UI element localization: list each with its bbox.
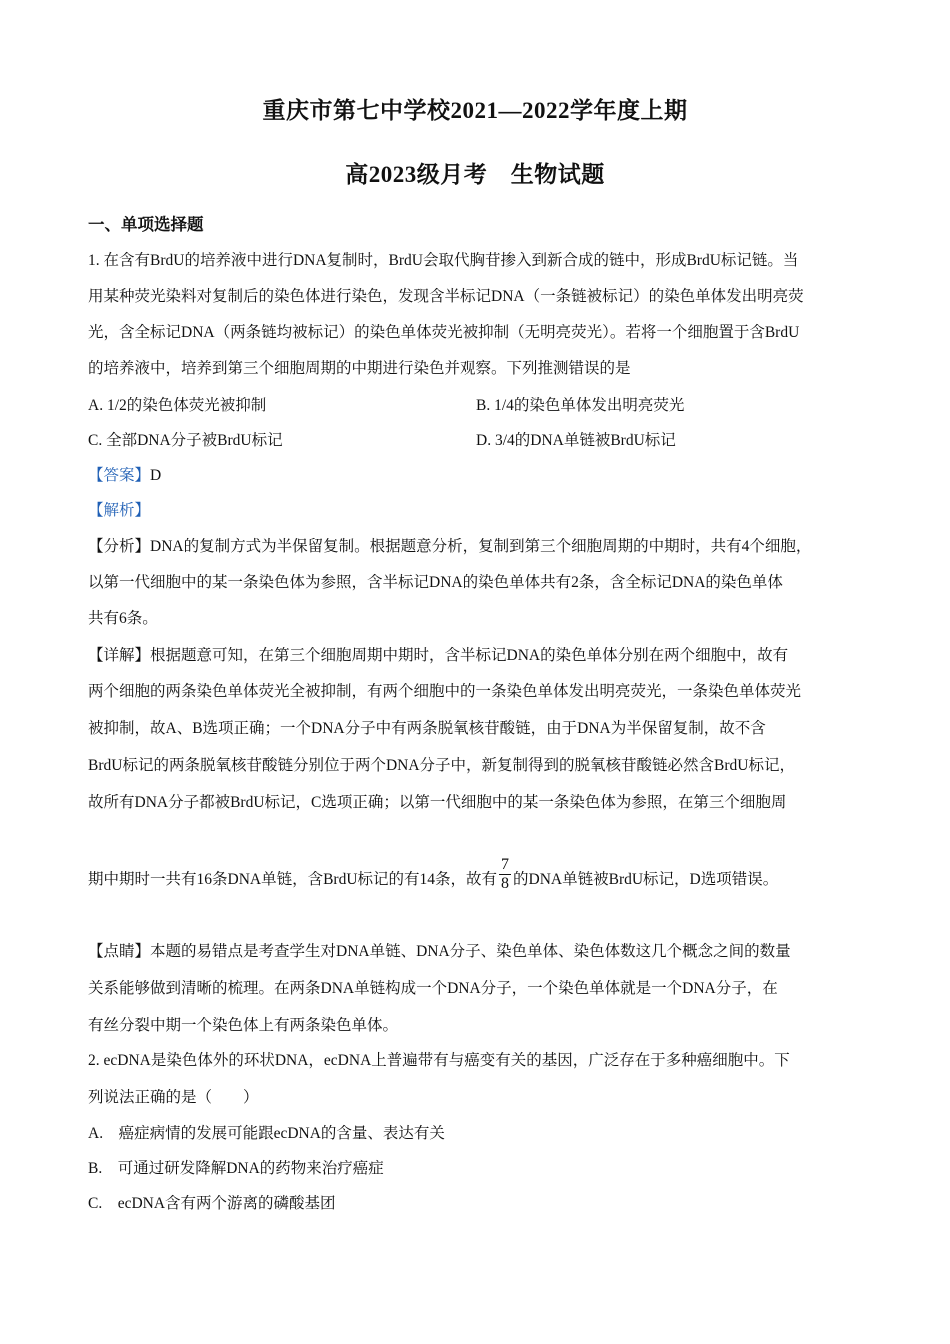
xiangjie-text: 根据题意可知，在第三个细胞周期中期时，含半标记DNA的染色单体分别在两个细胞中，故有: [150, 647, 789, 664]
q1-stem-line: 的培养液中，培养到第三个细胞周期的中期进行染色并观察。下列推测错误的是: [88, 360, 631, 377]
q2-option-c: C. ecDNA含有两个游离的磷酸基团: [88, 1195, 336, 1212]
fraction-7-8: [499, 856, 511, 893]
q1-xiangjie-line: 被抑制，故A、B选项正确；一个DNA分子中有两条脱氧核苷酸链，由于DNA为半保留复制，故不含: [88, 720, 766, 737]
q2-stem-line: 列说法正确的是（ ）: [88, 1089, 259, 1106]
fraction-line-after: 的DNA单链被BrdU标记，D选项错误。: [513, 871, 779, 889]
q1-analysis-label: [88, 498, 150, 520]
q2-option-b: B. 可通过研发降解DNA的药物来治疗癌症: [88, 1160, 384, 1177]
q1-option-a: A. 1/2的染色体荧光被抑制: [88, 397, 267, 414]
q1-fenxi-line: 以第一代细胞中的某一条染色体为参照，含半标记DNA的染色单体共有2条，含全标记DNA的染色单体: [88, 574, 783, 591]
fraction-line-before: 期中期时一共有16条DNA单链，含BrdU标记的有14条，故有: [88, 871, 498, 889]
q1-stem-line: 光，含全标记DNA（两条链均被标记）的染色单体荧光被抑制（无明亮荧光）。若将一个细胞置于含BrdU: [88, 324, 800, 341]
q1-xiangjie-fraction-line: [88, 856, 779, 899]
dianjing-tag: 【点睛】: [88, 943, 151, 960]
q1-option-b: B. 1/4的染色单体发出明亮荧光: [476, 397, 685, 414]
q1-option-c: C. 全部DNA分子被BrdU标记: [88, 432, 283, 449]
q1-xiangjie-line: 两个细胞的两条染色单体荧光全被抑制，有两个细胞中的一条染色单体发出明亮荧光，一条染色单体荧光: [88, 683, 802, 700]
q1-fenxi-line: [88, 534, 811, 556]
q2-option-a: A. 癌症病情的发展可能跟ecDNA的含量、表达有关: [88, 1125, 445, 1142]
q1-stem-line: 1. 在含有BrdU的培养液中进行DNA复制时，BrdU会取代胸苷掺入到新合成的链中，形成BrdU标记链。当: [88, 252, 799, 269]
section-heading: 一、单项选择题: [88, 215, 204, 234]
dianjing-text: 本题的易错点是考查学生对DNA单链、DNA分子、染色单体、染色体数这几个概念之间的数量: [150, 943, 791, 960]
answer-value: D: [150, 467, 162, 484]
exam-title-line1: 重庆市第七中学校2021—2022学年度上期: [262, 98, 688, 123]
q1-dianjing-line: [88, 939, 791, 961]
fenxi-text: DNA的复制方式为半保留复制。根据题意分析，复制到第三个细胞周期的中期时，共有4个细胞，: [150, 538, 812, 555]
q1-dianjing-line: 关系能够做到清晰的梳理。在两条DNA单链构成一个DNA分子，一个染色单体就是一个DNA分子，在: [88, 980, 778, 997]
fenxi-tag: 【分析】: [88, 538, 151, 555]
xiangjie-tag: 【详解】: [88, 647, 151, 664]
fraction-denominator: 8: [501, 875, 510, 892]
exam-title-line2: 高2023级月考 生物试题: [345, 162, 605, 187]
q1-stem-line: 用某种荧光染料对复制后的染色体进行染色，发现含半标记DNA（一条链被标记）的染色单体发出明亮荧: [88, 288, 804, 305]
q1-xiangjie-line: BrdU标记的两条脱氧核苷酸链分别位于两个DNA分子中，新复制得到的脱氧核苷酸链必然含BrdU标记，: [88, 757, 795, 774]
analysis-tag: 【解析】: [88, 502, 151, 519]
q1-fenxi-line: 共有6条。: [88, 610, 158, 627]
q1-answer: [88, 463, 161, 485]
q1-xiangjie-line: 故所有DNA分子都被BrdU标记，C选项正确；以第一代细胞中的某一条染色体为参照，在第三个细胞周: [88, 794, 787, 811]
q1-dianjing-line: 有丝分裂中期一个染色体上有两条染色单体。: [88, 1017, 399, 1034]
q1-option-d: D. 3/4的DNA单链被BrdU标记: [476, 432, 676, 449]
answer-tag: 【答案】: [88, 467, 151, 484]
fraction-numerator: 7: [501, 856, 510, 873]
q2-stem-line: 2. ecDNA是染色体外的环状DNA，ecDNA上普遍带有与癌变有关的基因，广泛存在于多种癌细胞中。下: [88, 1052, 790, 1069]
q1-xiangjie-line: [88, 643, 788, 665]
